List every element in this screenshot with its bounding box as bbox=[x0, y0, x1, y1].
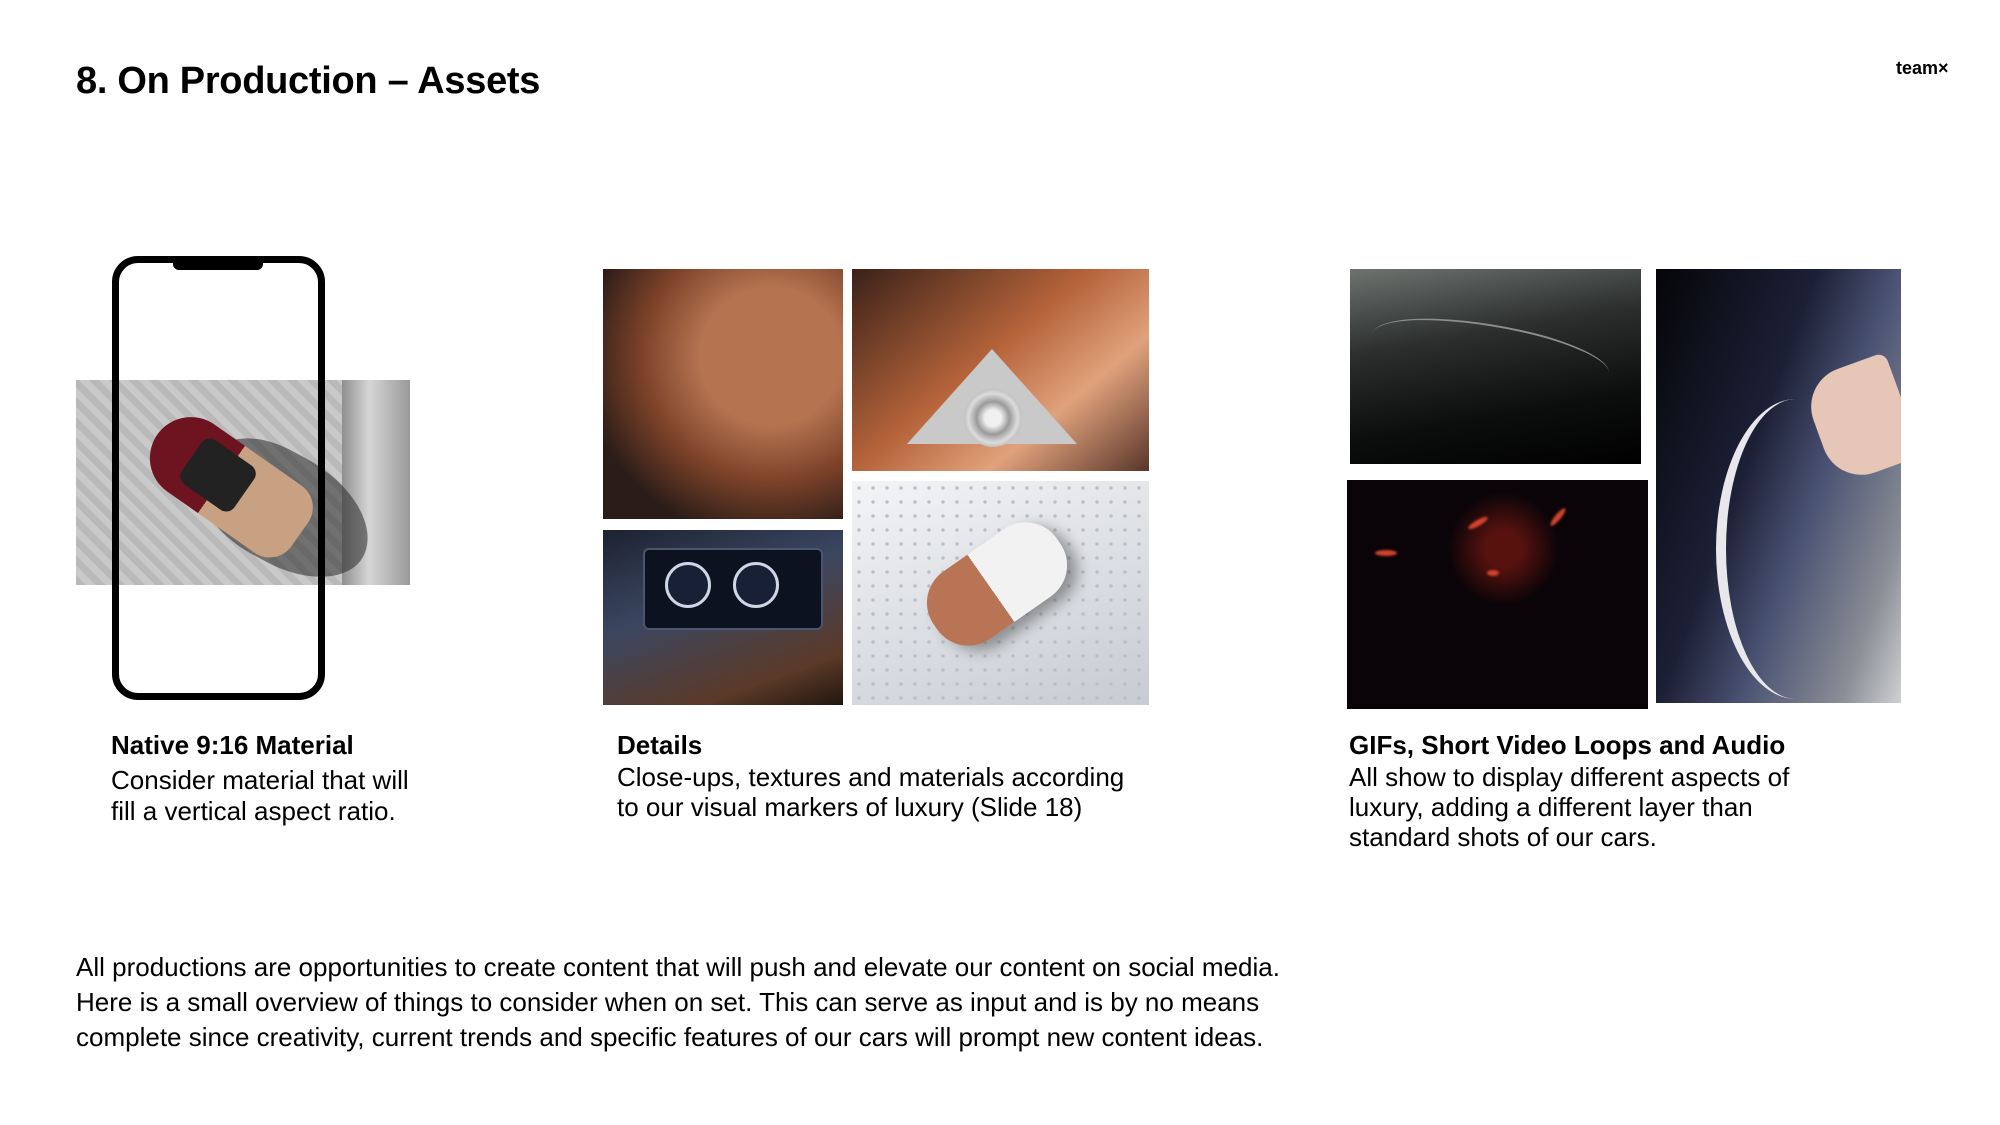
column-3-line: standard shots of our cars. bbox=[1349, 822, 1657, 852]
column-1-text bbox=[111, 765, 409, 827]
dark-surface-photo bbox=[1350, 269, 1641, 464]
column-1-heading: Native 9:16 Material bbox=[111, 730, 354, 760]
slide-title: 8. On Production – Assets bbox=[76, 60, 541, 102]
footer-line: Here is a small overview of things to consider when on set. This can serve as input and is by no means bbox=[76, 987, 1260, 1017]
red-lights-video bbox=[1347, 480, 1648, 709]
column-3-line: luxury, adding a different layer than bbox=[1349, 792, 1753, 822]
speaker-photo bbox=[852, 269, 1149, 471]
door-handle-video bbox=[1656, 269, 1901, 703]
footer-line: All productions are opportunities to create content that will push and elevate our content on social media. bbox=[76, 952, 1280, 982]
column-2-text bbox=[617, 762, 1124, 822]
phone-notch bbox=[173, 258, 263, 270]
footer-line: complete since creativity, current trends and specific features of our cars will prompt new content ideas. bbox=[76, 1022, 1264, 1052]
column-1-line: fill a vertical aspect ratio. bbox=[111, 796, 396, 826]
phone-frame bbox=[112, 256, 325, 700]
key-fob-photo bbox=[852, 481, 1149, 705]
footer-paragraph bbox=[76, 950, 1476, 1055]
column-3-line: All show to display different aspects of bbox=[1349, 762, 1790, 792]
team-logo: team× bbox=[1896, 58, 1949, 78]
column-2-heading: Details bbox=[617, 730, 703, 760]
column-3-text bbox=[1349, 762, 1789, 852]
headrest-photo bbox=[603, 269, 843, 519]
dashboard-photo bbox=[603, 530, 843, 705]
column-2-line: Close-ups, textures and materials according bbox=[617, 762, 1125, 792]
column-3-heading: GIFs, Short Video Loops and Audio bbox=[1349, 730, 1786, 760]
column-2-line: to our visual markers of luxury (Slide 18) bbox=[617, 792, 1083, 822]
column-1-line: Consider material that will bbox=[111, 765, 409, 795]
